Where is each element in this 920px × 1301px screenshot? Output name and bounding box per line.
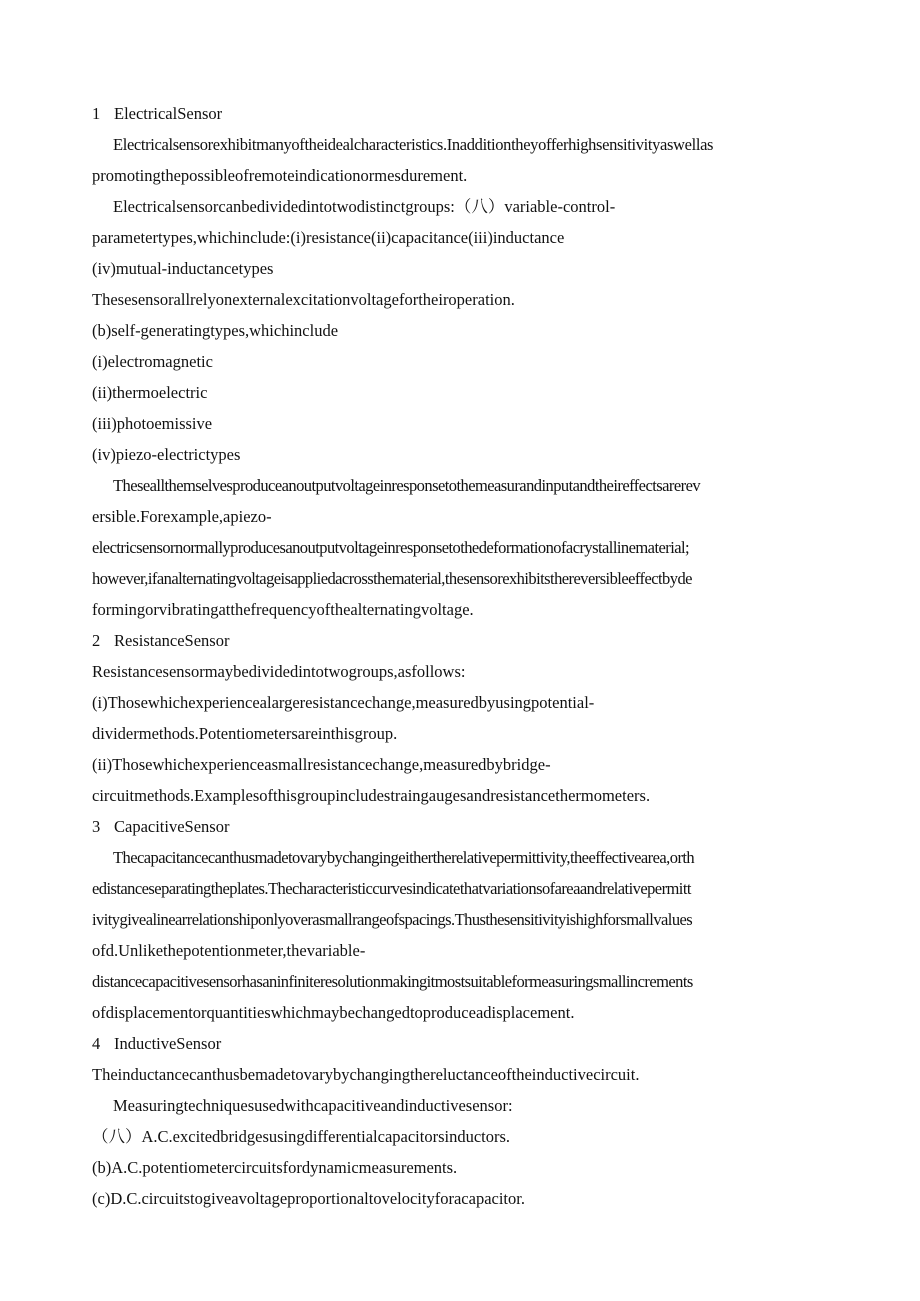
section-title: CapacitiveSensor xyxy=(114,817,230,836)
paragraph-line: electricsensornormallyproducesanoutputvoltageinresponsetothedeformationofacrystallinematerial; xyxy=(92,538,690,557)
paragraph-line: Thecapacitancecanthusmadetovarybychangingeithertherelativepermittivity,theeffectivearea,orth xyxy=(113,848,695,867)
paragraph-line: Theseallthemselvesproduceanoutputvoltageinresponsetothemeasurandinputandtheireffectsarerev xyxy=(113,476,701,495)
paragraph-line: ersible.Forexample,apiezo- xyxy=(92,507,272,526)
list-item: (ii)thermoelectric xyxy=(92,383,208,402)
list-item: (iv)piezo-electrictypes xyxy=(92,445,241,464)
paragraph-line: dividermethods.Potentiometersareinthisgroup. xyxy=(92,724,398,743)
paragraph-line: formingorvibratingatthefrequencyofthealternatingvoltage. xyxy=(92,600,474,619)
section-number: 3 xyxy=(92,817,101,836)
paragraph-line: Resistancesensormaybedividedintotwogroups,asfollows: xyxy=(92,662,466,681)
list-item: (b)A.C.potentiometercircuitsfordynamicmeasurements. xyxy=(92,1158,458,1177)
paragraph-line: Thesesensorallrelyonexternalexcitationvoltagefortheiroperation. xyxy=(92,290,515,309)
paragraph-line: Theinductancecanthusbemadetovarybychangingthereluctanceoftheinductivecircuit. xyxy=(92,1065,640,1084)
list-item: （八）A.C.excitedbridgesusingdifferentialcapacitorsinductors. xyxy=(92,1127,511,1146)
section-number: 2 xyxy=(92,631,101,650)
section-1-heading xyxy=(92,98,832,129)
paragraph-line: Measuringtechniquesusedwithcapacitiveandinductivesensor: xyxy=(113,1096,513,1115)
section-title: ResistanceSensor xyxy=(114,631,230,650)
paragraph-line: circuitmethods.Examplesofthisgroupincludestraingaugesandresistancethermometers. xyxy=(92,786,651,805)
list-item: (b)self-generatingtypes,whichinclude xyxy=(92,321,339,340)
paragraph-line: ofd.Unlikethepotentionmeter,thevariable- xyxy=(92,941,366,960)
paragraph-line: parametertypes,whichinclude:(i)resistance(ii)capacitance(iii)inductance xyxy=(92,228,565,247)
paragraph-line: ofdisplacementorquantitieswhichmaybechangedtoproduceadisplacement. xyxy=(92,1003,575,1022)
paragraph-line: promotingthepossibleofremoteindicationormesdurement. xyxy=(92,166,468,185)
paragraph-line: edistanceseparatingtheplates.Thecharacteristiccurvesindicatethatvariationsofareaandrelativepermitt xyxy=(92,879,691,898)
section-number: 1 xyxy=(92,104,101,123)
list-item: (ii)Thosewhichexperienceasmallresistancechange,measuredbybridge- xyxy=(92,755,551,774)
list-item: (iii)photoemissive xyxy=(92,414,213,433)
section-number: 4 xyxy=(92,1034,101,1053)
list-item: (i)Thosewhichexperiencealargeresistancechange,measuredbyusingpotential- xyxy=(92,693,595,712)
paragraph-line: Electricalsensorexhibitmanyoftheidealcharacteristics.Inadditiontheyofferhighsensitivityaswellas xyxy=(113,135,714,154)
section-title: ElectricalSensor xyxy=(114,104,223,123)
document-page xyxy=(92,98,832,1214)
paragraph-line: ivitygivealinearrelationshiponlyoverasmallrangeofspacings.Thusthesensitivityishighforsmallvalues xyxy=(92,910,693,929)
list-item: (iv)mutual-inductancetypes xyxy=(92,259,274,278)
paragraph-line: Electricalsensorcanbedividedintotwodistinctgroups:（八）variable-control- xyxy=(113,197,616,216)
section-2-heading xyxy=(92,625,832,656)
paragraph-line: however,ifanalternatingvoltageisappliedacrossthematerial,thesensorexhibitsthereversibleeffectbyde xyxy=(92,569,692,588)
list-item: (c)D.C.circuitstogiveavoltageproportionaltovelocityforacapacitor. xyxy=(92,1189,525,1208)
section-4-heading xyxy=(92,1028,832,1059)
section-3-heading xyxy=(92,811,832,842)
paragraph-line: distancecapacitivesensorhasaninfiniteresolutionmakingitmostsuitableformeasuringsmallincrements xyxy=(92,972,693,991)
list-item: (i)electromagnetic xyxy=(92,352,213,371)
section-title: InductiveSensor xyxy=(114,1034,222,1053)
